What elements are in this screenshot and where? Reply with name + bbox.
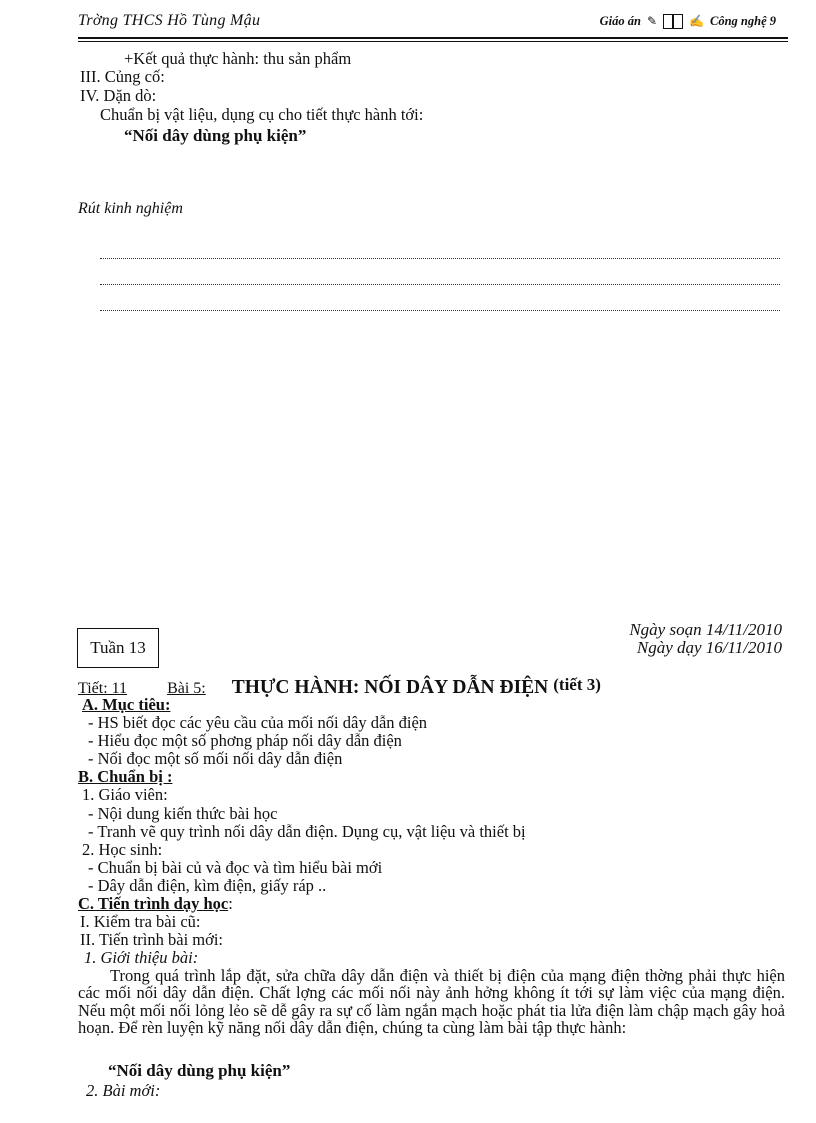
teacher-item: - Nội dung kiến thức bài học (88, 804, 278, 823)
process-step1: I. Kiểm tra bài cũ: (80, 912, 201, 931)
header-subject: Công nghệ 9 (710, 13, 776, 28)
dotted-line (100, 284, 780, 285)
week-box (77, 628, 159, 668)
period-label: Tiết: 11 (78, 680, 128, 697)
teacher-label: 1. Giáo viên: (82, 785, 168, 804)
next-lesson-quote: “Nối dây dùng phụ kiện” (124, 126, 307, 145)
lesson-title-suffix: (tiết 3) (553, 675, 601, 694)
new-lesson-label: 2. Bài mới: (86, 1081, 161, 1100)
objective-item: - HS biết đọc các yêu cầu của mối nối dây dẫn điện (88, 713, 428, 732)
header-school: Trờng THCS Hồ Tùng Mậu (78, 12, 261, 29)
dotted-line (100, 258, 780, 259)
lesson-number: Bài 5: (167, 680, 206, 697)
date-prepared: Ngày soạn 14/11/2010 (629, 620, 782, 639)
objective-item: - Nối đọc một số mối nối dây dẫn điện (88, 749, 343, 768)
section-consolidation: III. Củng cố: (80, 67, 165, 86)
objectives-heading: A. Mục tiêu: (82, 695, 171, 714)
pen-icon: ✎ (646, 13, 658, 28)
lesson-title: THỰC HÀNH: NỐI DÂY DẪN ĐIỆN (231, 677, 549, 698)
intro-paragraph-text: Trong quá trình lắp đặt, sửa chữa dây dẫn điện và thiết bị điện của mạng điện thờng phải thực hiện các mối nối dây dẫn điện. Chất lợng các mối nối này ảnh hởng không ít tới sự làm việc của mạng điện. Nếu một mối nối lỏng lẻo sẽ dễ gây ra sự cố làm ngắn mạch hoặc phát tia lửa điện làm chập mạch gây hoả hoạn. Để rèn luyện kỹ năng nối dây dẫn điện, chúng ta cùng làm bài tập thực hành: (78, 966, 785, 1037)
section-homework: IV. Dặn dò: (80, 86, 157, 105)
student-item: - Chuẩn bị bài củ và đọc và tìm hiểu bài mới (88, 858, 383, 877)
experience-label: Rút kinh nghiệm (78, 200, 183, 217)
prepare-line: Chuẩn bị vật liệu, dụng cụ cho tiết thực hành tới: (100, 105, 424, 124)
process-heading: C. Tiến trình dạy học (78, 894, 229, 913)
intro-label: 1. Giới thiệu bài: (84, 948, 199, 967)
header-doc-type: Giáo án (599, 13, 641, 28)
week-label: Tuần 13 (90, 637, 146, 657)
teacher-item: - Tranh vẽ quy trình nối dây dẫn điện. Dụng cụ, vật liệu và thiết bị (88, 822, 526, 841)
process-heading-row (78, 895, 233, 913)
result-line: +Kết quả thực hành: thu sản phẩm (124, 49, 352, 68)
student-item: - Dây dẫn điện, kìm điện, giấy ráp .. (88, 876, 327, 895)
date-taught: Ngày dạy 16/11/2010 (636, 638, 782, 657)
process-step2: II. Tiến trình bài mới: (80, 930, 224, 949)
header-right (600, 14, 776, 29)
dotted-line (100, 310, 780, 311)
practice-quote: “Nối dây dùng phụ kiện” (108, 1061, 291, 1080)
book-icon (663, 14, 683, 29)
student-label: 2. Học sinh: (82, 840, 163, 859)
process-heading-colon: : (228, 894, 233, 913)
header-rule (78, 37, 788, 39)
header-rule-thin (78, 41, 788, 42)
objective-item: - Hiểu đọc một số phơng pháp nối dây dẫn điện (88, 731, 402, 750)
intro-paragraph (78, 967, 785, 1036)
quill-icon: ✍ (689, 13, 704, 28)
preparation-heading: B. Chuẩn bị : (78, 767, 173, 786)
